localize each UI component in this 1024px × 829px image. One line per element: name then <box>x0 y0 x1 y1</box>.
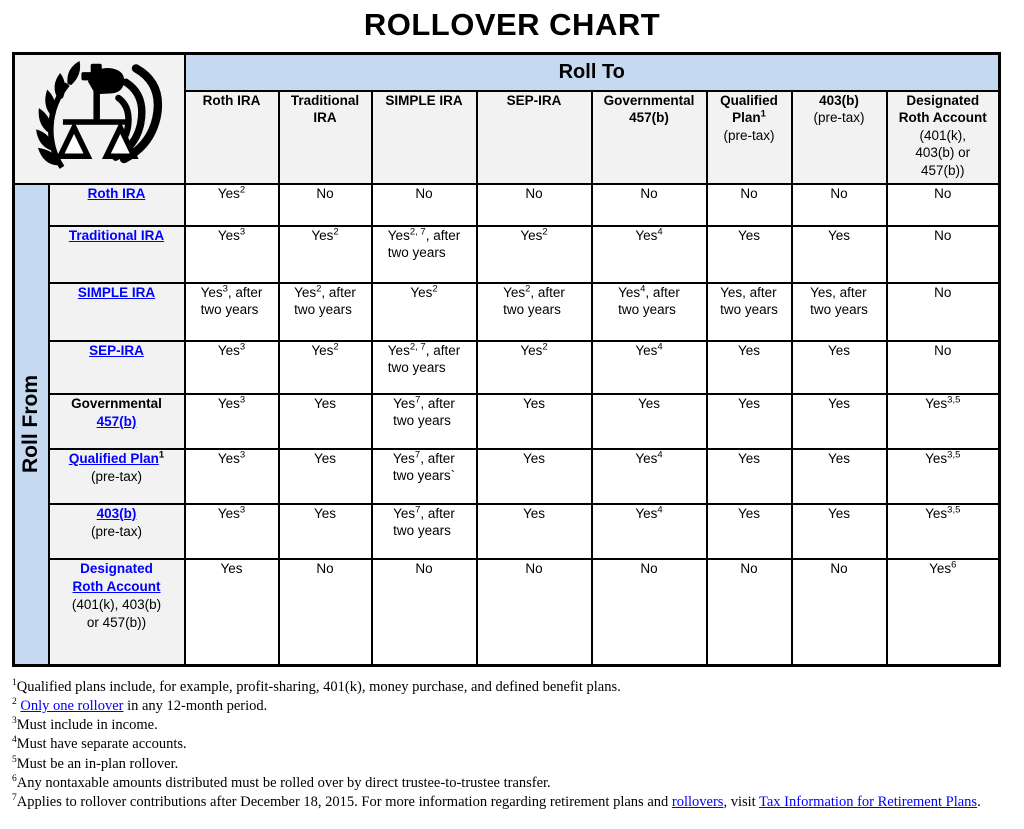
cell-r1-c1: Yes$^2$ <box>185 184 279 226</box>
cell-r5-c7: Yes <box>792 394 887 449</box>
row-header-6: Qualified Plan$^1$ (pre-tax) <box>49 449 185 504</box>
cell-r7-c8: Yes$^{3,5}$ <box>887 504 1000 559</box>
cell-r7-c2: Yes <box>279 504 372 559</box>
roll-from-label: Roll From <box>19 375 43 474</box>
cell-r8-c4: No <box>477 559 592 666</box>
link[interactable]: Tax Information for Retirement Plans <box>759 793 978 810</box>
table-row <box>14 341 1000 394</box>
link[interactable]: Roth Account <box>72 578 161 594</box>
cell-r2-c5: Yes$^4$ <box>592 226 707 283</box>
cell-r2-c6: Yes <box>707 226 792 283</box>
footnote-3: $^3$Must include in income. <box>12 716 158 734</box>
footnote-4: $^4$Must have separate accounts. <box>12 735 187 753</box>
row-header-7: 403(b) (pre-tax) <box>49 504 185 559</box>
cell-r2-c1: Yes$^3$ <box>185 226 279 283</box>
cell-r6-c2: Yes <box>279 449 372 504</box>
cell-r4-c7: Yes <box>792 341 887 394</box>
cell-r7-c4: Yes <box>477 504 592 559</box>
roll-to-row <box>14 54 1000 91</box>
cell-r1-c6: No <box>707 184 792 226</box>
footnote-7: $^7$Applies to rollover contributions after December 18, 2015. For more information regarding retirement plans and rollovers, visit Tax Information for Retirement Plans. <box>12 792 981 810</box>
cell-r2-c3: Yes$^{2, 7}$, after two years <box>372 226 477 283</box>
table-row <box>14 449 1000 504</box>
cell-r4-c5: Yes$^4$ <box>592 341 707 394</box>
column-header-7: 403(b) (pre-tax) <box>792 91 887 184</box>
cell-r1-c2: No <box>279 184 372 226</box>
cell-r1-c4: No <box>477 184 592 226</box>
cell-r7-c1: Yes$^3$ <box>185 504 279 559</box>
row-header-3 <box>49 283 185 341</box>
cell-r7-c6: Yes <box>707 504 792 559</box>
link[interactable]: rollovers <box>671 793 724 810</box>
cell-r3-c2: Yes$^2$, after two years <box>279 283 372 341</box>
column-header-2: Traditional IRA <box>279 91 372 184</box>
cell-r2-c7: Yes <box>792 226 887 283</box>
column-header-4: SEP-IRA <box>477 91 592 184</box>
cell-r3-c1: Yes$^3$, after two years <box>185 283 279 341</box>
column-header-5: Governmental 457(b) <box>592 91 707 184</box>
cell-r1-c3: No <box>372 184 477 226</box>
row-header-1 <box>49 184 185 226</box>
cell-r7-c3: Yes$^7$, after two years <box>372 504 477 559</box>
cell-r8-c6: No <box>707 559 792 666</box>
cell-r3-c5: Yes$^4$, after two years <box>592 283 707 341</box>
cell-r5-c5: Yes <box>592 394 707 449</box>
row-header-5: Governmental 457(b) <box>49 394 185 449</box>
cell-r5-c8: Yes$^{3,5}$ <box>887 394 1000 449</box>
cell-r2-c8: No <box>887 226 1000 283</box>
table-row <box>14 394 1000 449</box>
cell-r7-c7: Yes <box>792 504 887 559</box>
cell-r6-c6: Yes <box>707 449 792 504</box>
table-row <box>14 559 1000 666</box>
link[interactable]: SIMPLE IRA <box>77 284 156 300</box>
rollover-chart-table <box>12 52 1001 667</box>
cell-r2-c4: Yes$^2$ <box>477 226 592 283</box>
table-row <box>14 226 1000 283</box>
irs-logo-cell <box>14 54 185 184</box>
link[interactable]: Roth IRA <box>87 185 146 201</box>
cell-r6-c8: Yes$^{3,5}$ <box>887 449 1000 504</box>
cell-r4-c2: Yes$^2$ <box>279 341 372 394</box>
cell-r5-c2: Yes <box>279 394 372 449</box>
page <box>0 7 1024 811</box>
cell-r4-c4: Yes$^2$ <box>477 341 592 394</box>
cell-r5-c1: Yes$^3$ <box>185 394 279 449</box>
cell-r3-c6: Yes, after two years <box>707 283 792 341</box>
cell-r3-c3: Yes$^2$ <box>372 283 477 341</box>
cell-r5-c3: Yes$^7$, after two years <box>372 394 477 449</box>
cell-r1-c8: No <box>887 184 1000 226</box>
cell-r4-c3: Yes$^{2, 7}$, after two years <box>372 341 477 394</box>
cell-r6-c1: Yes$^3$ <box>185 449 279 504</box>
link[interactable]: Designated <box>80 560 153 576</box>
column-header-6: Qualified Plan$^1$ (pre-tax) <box>707 91 792 184</box>
cell-r8-c1: Yes <box>185 559 279 666</box>
irs-eagle-scales-logo <box>25 58 173 174</box>
cell-r3-c8: No <box>887 283 1000 341</box>
row-header-4 <box>49 341 185 394</box>
roll-from-header <box>14 184 49 666</box>
cell-r1-c7: No <box>792 184 887 226</box>
link[interactable]: Qualified Plan <box>68 450 159 466</box>
link[interactable]: Only one rollover <box>20 698 124 715</box>
cell-r1-c5: No <box>592 184 707 226</box>
footnote-2: $^2$ Only one rollover in any 12-month period. <box>12 697 268 715</box>
footnote-1: $^1$Qualified plans include, for example, profit-sharing, 401(k), money purchase, and defined benefit plans. <box>12 678 621 695</box>
row-header-8: Designated Roth Account (401(k), 403(b) or 457(b)) <box>49 559 185 666</box>
cell-r8-c5: No <box>592 559 707 666</box>
cell-r4-c1: Yes$^3$ <box>185 341 279 394</box>
cell-r6-c4: Yes <box>477 449 592 504</box>
cell-r6-c7: Yes <box>792 449 887 504</box>
roll-to-header: Roll To <box>185 54 1000 91</box>
footnote-5: $^5$Must be an in-plan rollover. <box>12 754 179 772</box>
cell-r8-c3: No <box>372 559 477 666</box>
table-row <box>14 184 1000 226</box>
cell-r2-c2: Yes$^2$ <box>279 226 372 283</box>
table-row <box>14 504 1000 559</box>
cell-r5-c4: Yes <box>477 394 592 449</box>
cell-r7-c5: Yes$^4$ <box>592 504 707 559</box>
cell-r8-c2: No <box>279 559 372 666</box>
cell-r6-c3: Yes$^7$, after two years` <box>372 449 477 504</box>
link[interactable]: 403(b) <box>96 505 137 521</box>
cell-r3-c4: Yes$^2$, after two years <box>477 283 592 341</box>
table-row <box>14 283 1000 341</box>
column-header-8: Designated Roth Account (401(k), 403(b) or 457(b)) <box>887 91 1000 184</box>
cell-r8-c8: Yes$^6$ <box>887 559 1000 666</box>
cell-r8-c7: No <box>792 559 887 666</box>
link[interactable]: 457(b) <box>96 413 137 429</box>
cell-r6-c5: Yes$^4$ <box>592 449 707 504</box>
cell-r4-c8: No <box>887 341 1000 394</box>
column-header-3: SIMPLE IRA <box>372 91 477 184</box>
footnote-6: $^6$Any nontaxable amounts distributed must be rolled over by direct trustee-to-trustee transfer. <box>12 773 551 791</box>
link[interactable]: SEP-IRA <box>89 342 144 358</box>
row-header-2 <box>49 226 185 283</box>
cell-r4-c6: Yes <box>707 341 792 394</box>
link[interactable]: Traditional IRA <box>68 227 165 243</box>
footnotes <box>12 678 1014 811</box>
cell-r5-c6: Yes <box>707 394 792 449</box>
cell-r3-c7: Yes, after two years <box>792 283 887 341</box>
page-title: ROLLOVER CHART <box>363 7 661 42</box>
column-header-1: Roth IRA <box>185 91 279 184</box>
